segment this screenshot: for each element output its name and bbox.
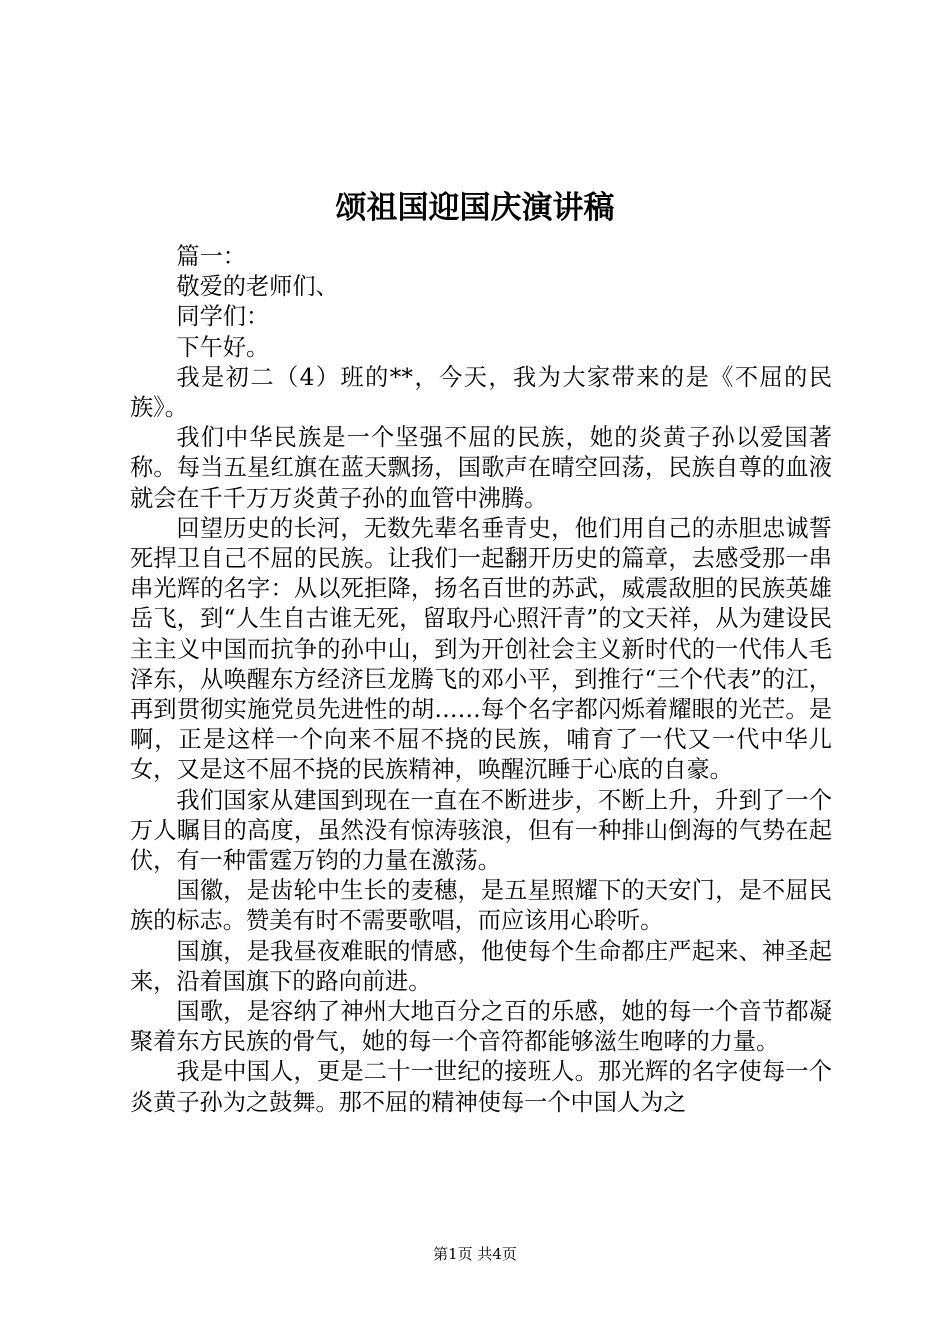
paragraph: 我们国家从建国到现在一直在不断进步，不断上升，升到了一个万人瞩目的高度，虽然没有惊涛骇浪，但有一种排山倒海的气势在起伏，有一种雷霆万钧的力量在激荡。 — [130, 786, 832, 875]
paragraph: 回望历史的长河，无数先辈名垂青史，他们用自己的赤胆忠诚誓死捍卫自己不屈的民族。让我们一起翻开历史的篇章，去感受那一串串光辉的名字：从以死拒降，扬名百世的苏武，威震敌胆的民族英雄岳飞，到“人生自古谁无死，留取丹心照汗青”的文天祥，从为建设民主主义中国而抗争的孙中山，到为开创社会主义新时代的一代伟人毛泽东，从唤醒东方经济巨龙腾飞的邓小平，到推行“三个代表”的江，再到贯彻实施党员先进性的胡……每个名字都闪烁着耀眼的光芒。是啊，正是这样一个向来不屈不挠的民族，哺育了一代又一代中华儿女，又是这不屈不挠的民族精神，唤醒沉睡于心底的自豪。 — [130, 514, 832, 784]
page-footer: 第1页 共4页 — [433, 1245, 517, 1263]
document-title: 颂祖国迎国庆演讲稿 — [335, 190, 615, 226]
paragraph: 我是中国人，更是二十一世纪的接班人。那光辉的名字使每一个炎黄子孙为之鼓舞。那不屈的精神使每一个中国人为之 — [130, 1058, 832, 1116]
paragraph: 下午好。 — [176, 333, 270, 361]
paragraph: 我是初二（4）班的**，今天，我为大家带来的是《不屈的民族》。 — [130, 363, 832, 422]
document-body — [130, 242, 832, 1118]
paragraph: 国徽，是齿轮中生长的麦穗，是五星照耀下的天安门，是不屈民族的标志。赞美有时不需要歌唱，而应该用心聆听。 — [130, 877, 832, 935]
paragraph: 篇一： — [176, 243, 246, 270]
paragraph: 国歌，是容纳了神州大地百分之百的乐感，她的每一个音节都凝聚着东方民族的骨气，她的每一个音符都能够滋生咆哮的力量。 — [130, 998, 832, 1056]
paragraph: 国旗，是我昼夜难眠的情感，他使每个生命都庄严起来、神圣起来，沿着国旗下的路向前进。 — [130, 937, 832, 995]
paragraph: 敬爱的老师们、 — [176, 273, 339, 301]
paragraph: 我们中华民族是一个坚强不屈的民族，她的炎黄子孙以爱国著称。每当五星红旗在蓝天飘扬，国歌声在晴空回荡，民族自尊的血液就会在千千万万炎黄子孙的血管中沸腾。 — [130, 424, 832, 512]
paragraph: 同学们： — [176, 303, 270, 331]
